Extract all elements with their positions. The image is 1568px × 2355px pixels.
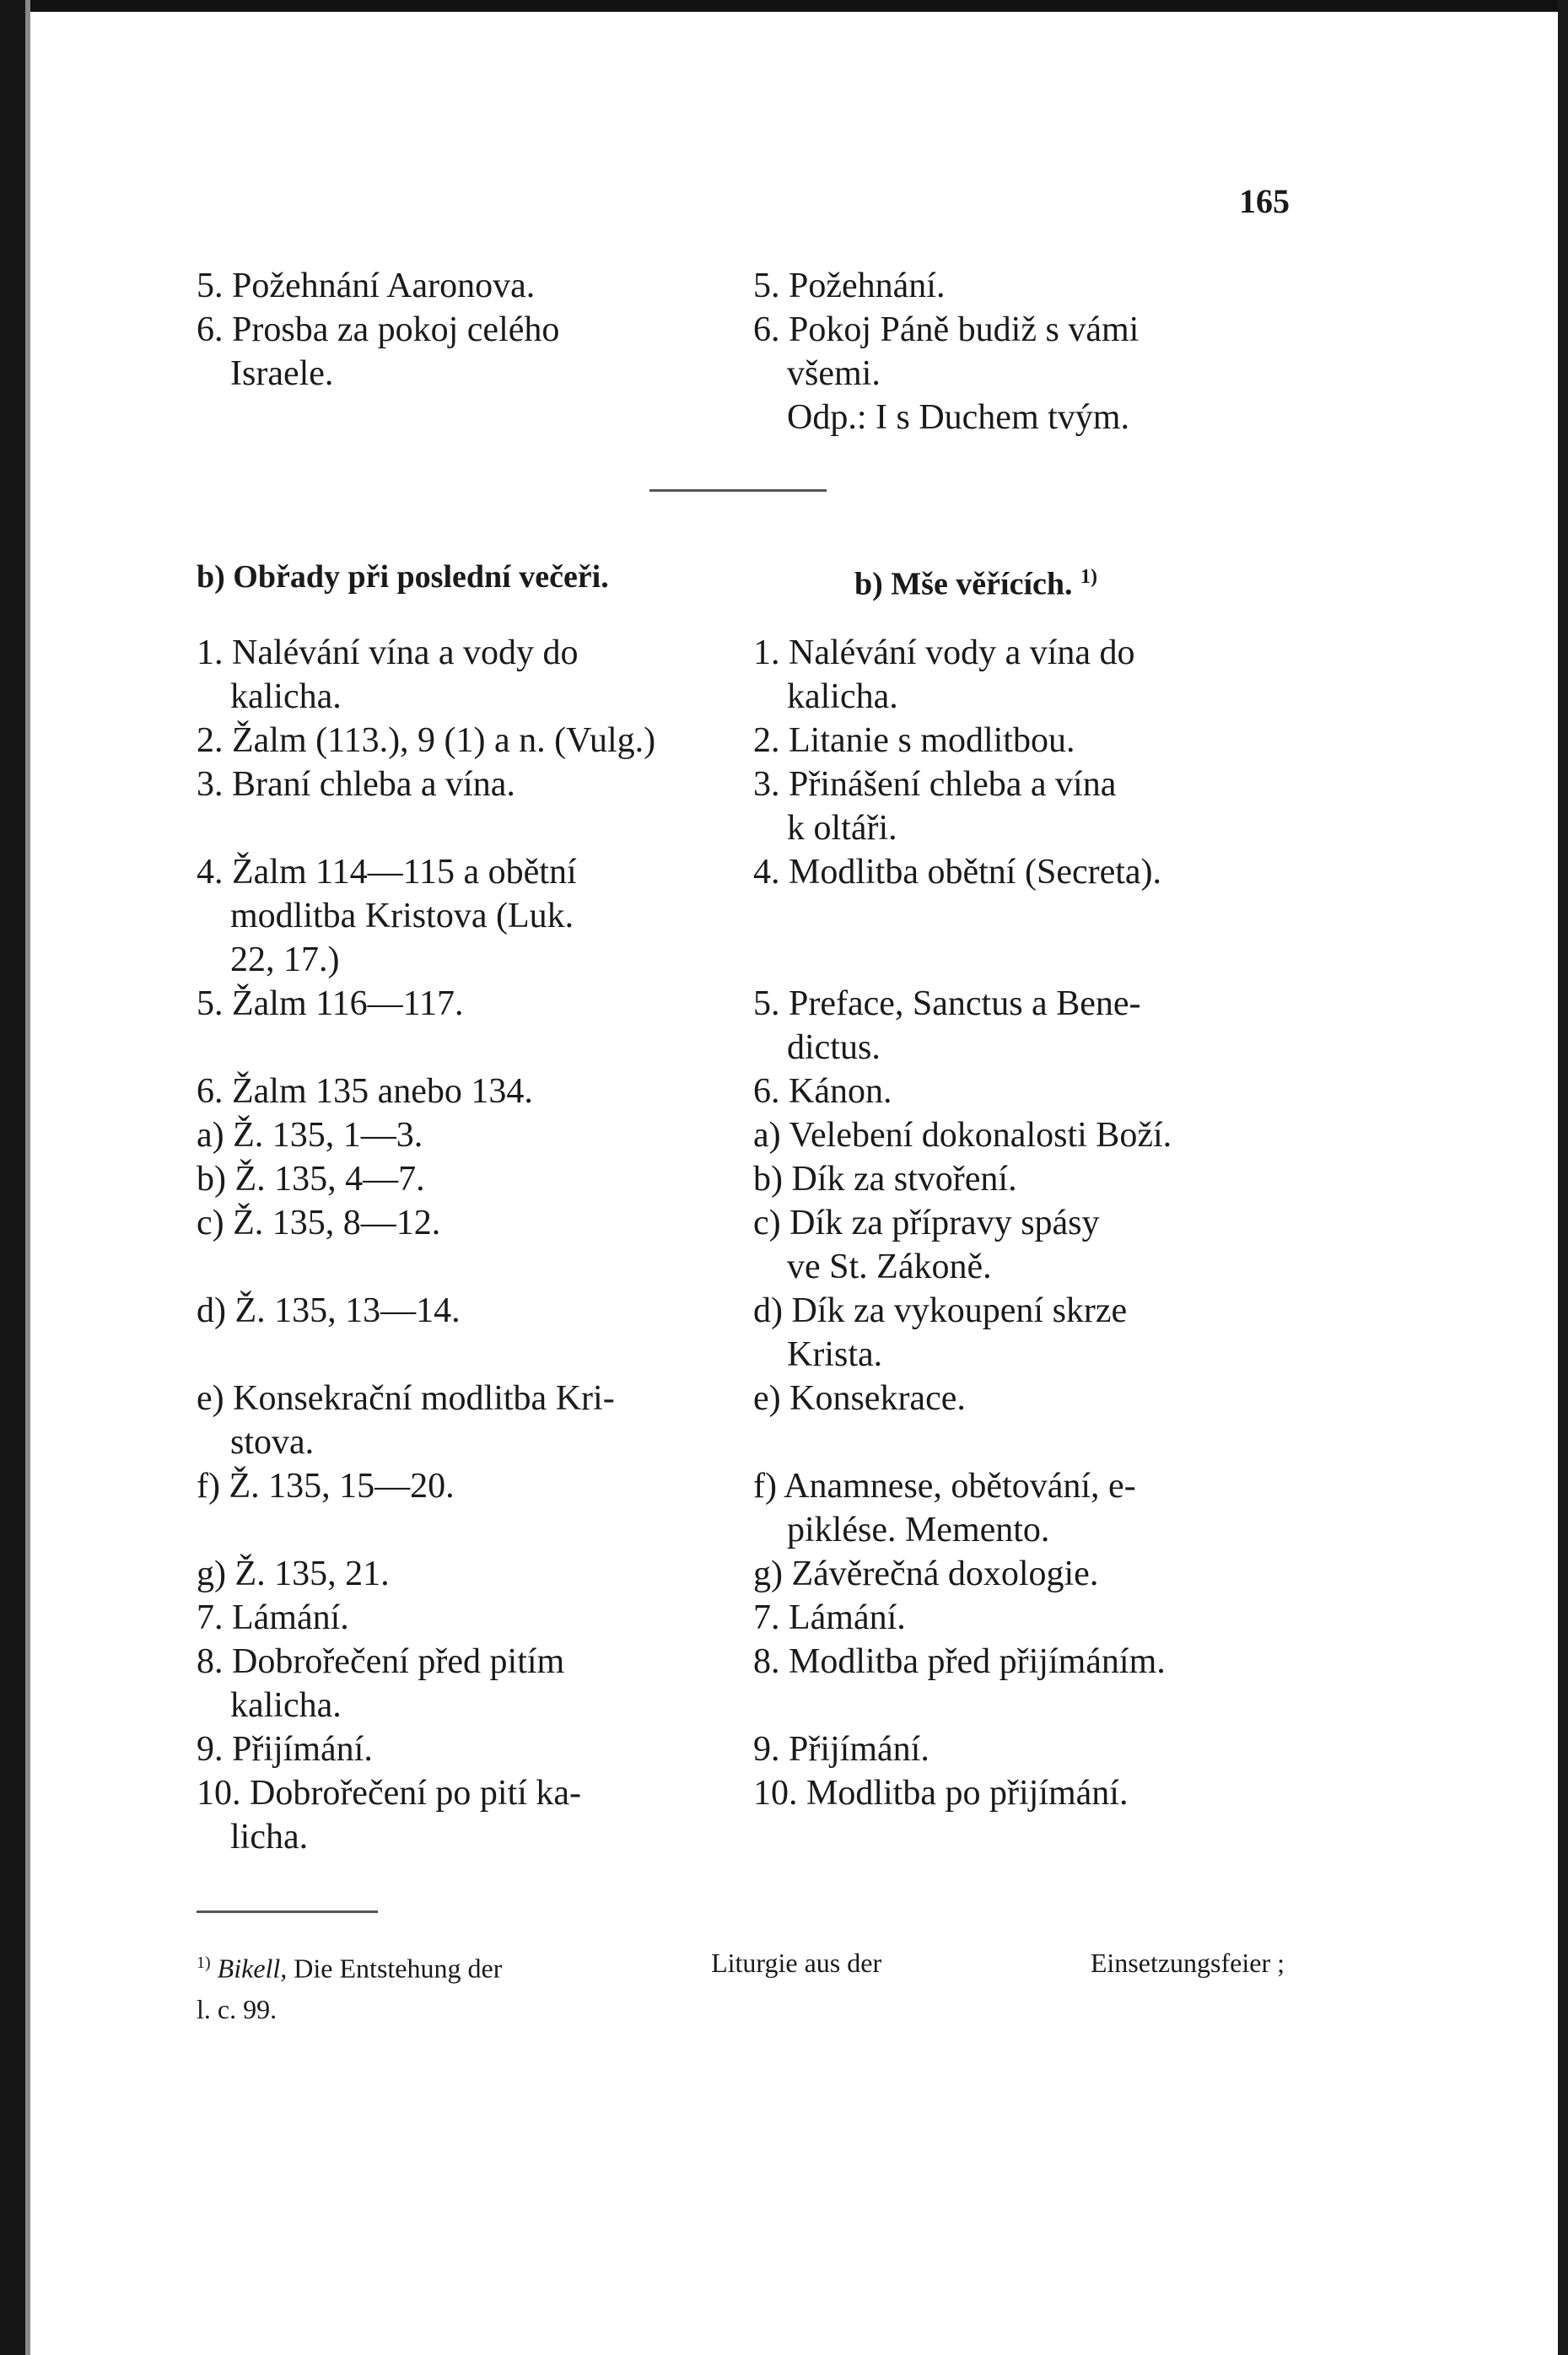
top-left-line: 6. Prosba za pokoj celého	[197, 310, 560, 349]
right-line: 3. Přinášení chleba a vína	[753, 765, 1117, 804]
scan-border-left	[0, 0, 25, 2355]
scan-border-right	[1558, 0, 1568, 2355]
top-left-line: 5. Požehnání Aaronova.	[197, 267, 536, 305]
left-line: 5. Žalm 116—117.	[197, 984, 464, 1023]
left-line: 7. Lámání.	[197, 1598, 349, 1637]
right-line: 4. Modlitba obětní (Secreta).	[753, 853, 1162, 892]
right-line: dictus.	[787, 1028, 881, 1067]
right-line: 8. Modlitba před přijímáním.	[753, 1642, 1166, 1681]
left-line: 3. Braní chleba a vína.	[197, 765, 515, 804]
left-line: d) Ž. 135, 13—14.	[197, 1291, 461, 1330]
right-line: Krista.	[787, 1335, 883, 1374]
footnote-ref[interactable]: 1)	[1080, 566, 1098, 588]
footnote-line-1	[197, 1943, 1285, 1989]
left-line: 8. Dobrořečení před pitím	[197, 1642, 565, 1681]
page-number: 165	[1239, 182, 1290, 220]
right-line: 10. Modlitba po přijímání.	[753, 1774, 1129, 1813]
left-line: 9. Přijímání.	[197, 1730, 373, 1769]
scan-border-top	[0, 0, 1568, 12]
footnote-start	[197, 1943, 502, 1989]
right-line: k oltáři.	[787, 809, 897, 848]
top-right-line: všemi.	[787, 354, 881, 393]
right-line: 5. Preface, Sanctus a Bene-	[753, 984, 1141, 1023]
right-line: ve St. Zákoně.	[787, 1248, 992, 1286]
left-line: kalicha.	[230, 677, 342, 716]
left-line: 4. Žalm 114—115 a obětní	[197, 853, 577, 892]
left-line: modlitba Kristova (Luk.	[230, 897, 574, 935]
footnote-text-c: Einsetzungsfeier ;	[1090, 1948, 1285, 1978]
footnote-text-b: Liturgie aus der	[711, 1948, 882, 1978]
footnote-text-a: Die Entstehung der	[294, 1953, 503, 1984]
left-line: licha.	[230, 1818, 309, 1857]
right-line: 2. Litanie s modlitbou.	[753, 721, 1075, 760]
left-line: c) Ž. 135, 8—12.	[197, 1204, 441, 1242]
right-line: c) Dík za přípravy spásy	[753, 1204, 1100, 1242]
right-line: e) Konsekrace.	[753, 1379, 966, 1418]
footnote-line-2: l. c. 99.	[197, 1993, 277, 2024]
right-line: g) Závěrečná doxologie.	[753, 1555, 1099, 1593]
top-right-line: 6. Pokoj Páně budiž s vámi	[753, 310, 1140, 349]
top-right-line: Odp.: I s Duchem tvým.	[787, 398, 1129, 437]
left-line: 1. Nalévání vína a vody do	[197, 633, 579, 672]
footnote	[197, 1943, 1285, 2029]
scan-border-left-edge	[25, 0, 30, 2355]
top-right-line: 5. Požehnání.	[753, 267, 946, 305]
footnote-author: Bikell,	[217, 1953, 288, 1984]
right-line: 6. Kánon.	[753, 1072, 892, 1111]
left-line: 2. Žalm (113.), 9 (1) a n. (Vulg.)	[197, 721, 656, 760]
top-right-column	[753, 264, 1285, 439]
right-line: b) Dík za stvoření.	[753, 1160, 1017, 1199]
top-left-line: Israele.	[230, 354, 334, 393]
top-left-column	[197, 264, 728, 396]
left-line: a) Ž. 135, 1—3.	[197, 1116, 423, 1155]
right-line: kalicha.	[787, 677, 898, 716]
section-divider	[649, 489, 827, 492]
left-line: e) Konsekrační modlitba Kri-	[197, 1379, 615, 1418]
left-heading: b) Obřady při poslední večeři.	[197, 559, 609, 595]
footnote-marker: 1)	[197, 1954, 211, 1972]
left-line: stova.	[230, 1423, 315, 1462]
left-line: 22, 17.)	[230, 940, 340, 979]
right-line: piklése. Memento.	[787, 1511, 1050, 1549]
left-line: g) Ž. 135, 21.	[197, 1555, 390, 1593]
right-line: f) Anamnese, obětování, e-	[753, 1467, 1136, 1506]
right-line: a) Velebení dokonalosti Boží.	[753, 1116, 1172, 1155]
left-line: f) Ž. 135, 15—20.	[197, 1467, 455, 1506]
right-heading	[753, 555, 1285, 606]
left-line: b) Ž. 135, 4—7.	[197, 1160, 425, 1199]
right-line: 1. Nalévání vody a vína do	[753, 633, 1135, 672]
left-line: 6. Žalm 135 anebo 134.	[197, 1072, 533, 1111]
right-line: d) Dík za vykoupení skrze	[753, 1291, 1128, 1330]
right-heading-text: b) Mše věřících.	[854, 566, 1073, 602]
right-line: 7. Lámání.	[753, 1598, 906, 1637]
right-line: 9. Přijímání.	[753, 1730, 929, 1769]
left-line: kalicha.	[230, 1686, 342, 1725]
footnote-divider	[197, 1910, 378, 1913]
left-line: 10. Dobrořečení po pití ka-	[197, 1774, 582, 1813]
